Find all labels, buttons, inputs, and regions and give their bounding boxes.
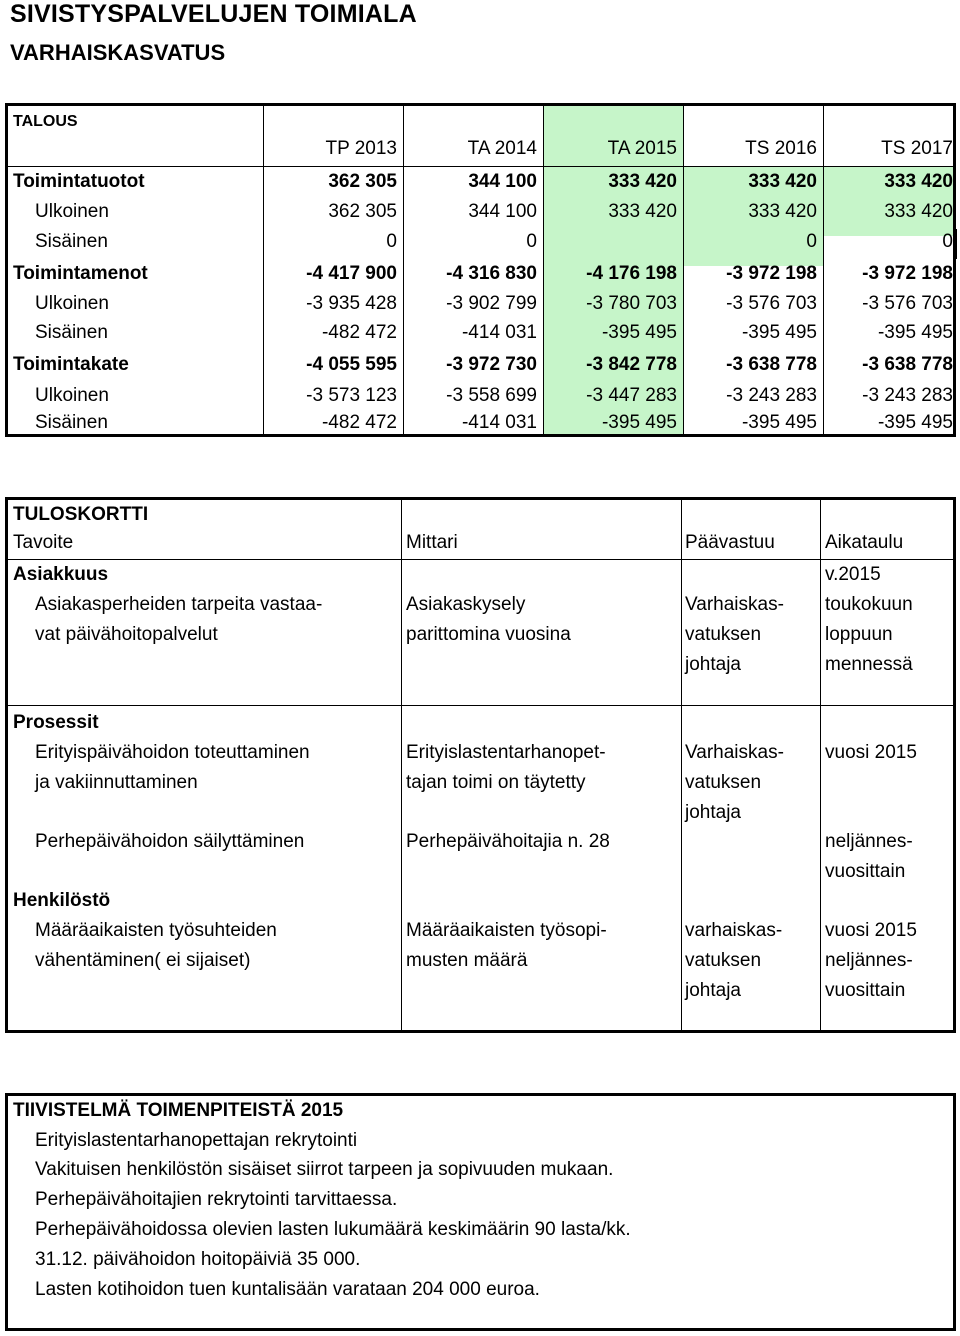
table-row (8, 259, 953, 289)
column-header: TS 2016 (745, 138, 817, 159)
table-row (8, 227, 953, 257)
section-asiakkuus: Asiakkuus (13, 564, 109, 585)
table-row (8, 381, 953, 411)
cell: -395 495 (741, 412, 817, 433)
cell: 344 100 (468, 201, 537, 222)
cell: -3 842 778 (586, 354, 677, 375)
table-row (8, 289, 953, 319)
vastuu-cell: vatuksen (685, 950, 762, 971)
cell: 333 420 (608, 201, 677, 222)
row-label: Ulkoinen (35, 385, 109, 406)
cell: 333 420 (884, 201, 953, 222)
tavoite-cell: Erityispäivähoidon toteuttaminen (35, 742, 310, 763)
cell: -4 316 830 (446, 263, 537, 284)
cell: -3 447 283 (586, 385, 677, 406)
vastuu-cell: Varhaiskas- (685, 594, 784, 615)
tiivistelma-box (5, 1093, 956, 1331)
cell: -3 972 730 (446, 354, 537, 375)
mittari-cell: tajan toimi on täytetty (406, 772, 586, 793)
cell: -4 417 900 (306, 263, 397, 284)
header-divider (8, 559, 953, 560)
cell: -414 031 (461, 412, 537, 433)
cell: 333 420 (748, 201, 817, 222)
cell: -395 495 (741, 322, 817, 343)
section-divider (8, 705, 953, 706)
cell: -3 638 778 (862, 354, 953, 375)
header-mittari: Mittari (406, 532, 458, 553)
list-item: Erityislastentarhanopettajan rekrytointi (35, 1130, 358, 1151)
cell: 333 420 (748, 171, 817, 192)
table-row (8, 167, 953, 197)
aikataulu-cell: vuosittain (825, 980, 906, 1001)
header-tavoite: Tavoite (13, 532, 74, 553)
row-label: Sisäinen (35, 322, 108, 343)
mittari-cell: Erityislastentarhanopet- (406, 742, 606, 763)
column-header: TS 2017 (881, 138, 953, 159)
tiivistelma-title: TIIVISTELMÄ TOIMENPITEISTÄ 2015 (13, 1100, 344, 1121)
tavoite-cell: ja vakiinnuttaminen (35, 772, 198, 793)
section-henkilosto: Henkilöstö (13, 890, 111, 911)
cell: -3 902 799 (446, 293, 537, 314)
cell: 0 (386, 231, 397, 252)
vastuu-cell: varhaiskas- (685, 920, 783, 941)
vastuu-cell: vatuksen (685, 772, 762, 793)
cell: 0 (942, 231, 953, 252)
cell: 333 420 (608, 171, 677, 192)
vastuu-cell: johtaja (685, 980, 741, 1001)
cell: 0 (526, 231, 537, 252)
tuloskortti-table (5, 497, 956, 1033)
cell: -3 972 198 (726, 263, 817, 284)
cell: -395 495 (601, 412, 677, 433)
list-item: Perhepäivähoitajien rekrytointi tarvittaessa. (35, 1189, 398, 1210)
talous-title: TALOUS (13, 113, 78, 130)
tavoite-cell: vat päivähoitopalvelut (35, 624, 218, 645)
row-label: Toimintatuotot (13, 171, 145, 192)
cell: -3 243 283 (726, 385, 817, 406)
cell: -3 935 428 (306, 293, 397, 314)
cell: -395 495 (601, 322, 677, 343)
column-header: TA 2014 (467, 138, 537, 159)
mittari-cell: parittomina vuosina (406, 624, 571, 645)
column-divider (681, 500, 682, 1030)
mittari-cell: musten määrä (406, 950, 528, 971)
list-item: Vakituisen henkilöstön sisäiset siirrot tarpeen ja sopivuuden mukaan. (35, 1159, 614, 1180)
cell: 333 420 (884, 171, 953, 192)
cell: -3 243 283 (862, 385, 953, 406)
cell: 344 100 (468, 171, 537, 192)
cell: -4 176 198 (586, 263, 677, 284)
cell: -395 495 (877, 412, 953, 433)
cell: -3 638 778 (726, 354, 817, 375)
aikataulu-cell: vuosittain (825, 861, 906, 882)
table-row (8, 197, 953, 227)
cell: -4 055 595 (306, 354, 397, 375)
aikataulu-cell: vuosi 2015 (825, 920, 917, 941)
page-title: SIVISTYSPALVELUJEN TOIMIALA (10, 0, 417, 28)
aikataulu-cell: toukokuun (825, 594, 913, 615)
cell: -482 472 (321, 412, 397, 433)
row-label: Sisäinen (35, 412, 108, 433)
column-header-row (8, 134, 953, 164)
aikataulu-cell: vuosi 2015 (825, 742, 917, 763)
tavoite-cell: Määräaikaisten työsuhteiden (35, 920, 277, 941)
column-header: TA 2015 (607, 138, 677, 159)
mittari-cell: Asiakaskysely (406, 594, 526, 615)
tavoite-cell: vähentäminen( ei sijaiset) (35, 950, 251, 971)
mittari-cell: Perhepäivähoitajia n. 28 (406, 831, 610, 852)
aikataulu-cell: v.2015 (825, 564, 881, 585)
cell: -482 472 (321, 322, 397, 343)
vastuu-cell: johtaja (685, 654, 741, 675)
aikataulu-cell: neljännes- (825, 950, 913, 971)
cell: -3 780 703 (586, 293, 677, 314)
page-subtitle: VARHAISKASVATUS (10, 40, 226, 65)
list-item: Lasten kotihoidon tuen kuntalisään varataan 204 000 euroa. (35, 1279, 540, 1300)
vastuu-cell: johtaja (685, 802, 741, 823)
cell: -395 495 (877, 322, 953, 343)
talous-table (5, 103, 956, 437)
aikataulu-cell: mennessä (825, 654, 913, 675)
vastuu-cell: Varhaiskas- (685, 742, 784, 763)
cell: -3 573 123 (306, 385, 397, 406)
list-item: 31.12. päivähoidon hoitopäiviä 35 000. (35, 1249, 361, 1270)
row-label: Toimintakate (13, 354, 129, 375)
cell: 362 305 (328, 201, 397, 222)
row-label: Toimintamenot (13, 263, 148, 284)
tuloskortti-title: TULOSKORTTI (13, 504, 149, 525)
table-row (8, 408, 953, 438)
cell: -3 576 703 (726, 293, 817, 314)
list-item: Perhepäivähoidossa olevien lasten lukumäärä keskimäärin 90 lasta/kk. (35, 1219, 631, 1240)
table-row (8, 350, 953, 380)
column-divider (401, 500, 402, 1030)
vastuu-cell: vatuksen (685, 624, 762, 645)
row-label: Ulkoinen (35, 293, 109, 314)
cell: 0 (806, 231, 817, 252)
aikataulu-cell: neljännes- (825, 831, 913, 852)
cell: -414 031 (461, 322, 537, 343)
mittari-cell: Määräaikaisten työsopi- (406, 920, 607, 941)
cell: -3 972 198 (862, 263, 953, 284)
row-label: Ulkoinen (35, 201, 109, 222)
cell: 362 305 (328, 171, 397, 192)
right-edge-mark (954, 229, 957, 259)
header-aikataulu: Aikataulu (825, 532, 904, 553)
column-divider (820, 500, 821, 1030)
header-paavastuu: Päävastuu (685, 532, 775, 553)
table-row (8, 318, 953, 348)
column-header: TP 2013 (325, 138, 397, 159)
cell: -3 576 703 (862, 293, 953, 314)
tavoite-cell: Asiakasperheiden tarpeita vastaa- (35, 594, 323, 615)
cell: -3 558 699 (446, 385, 537, 406)
aikataulu-cell: loppuun (825, 624, 893, 645)
tavoite-cell: Perhepäivähoidon säilyttäminen (35, 831, 305, 852)
row-label: Sisäinen (35, 231, 108, 252)
section-prosessit: Prosessit (13, 712, 99, 733)
